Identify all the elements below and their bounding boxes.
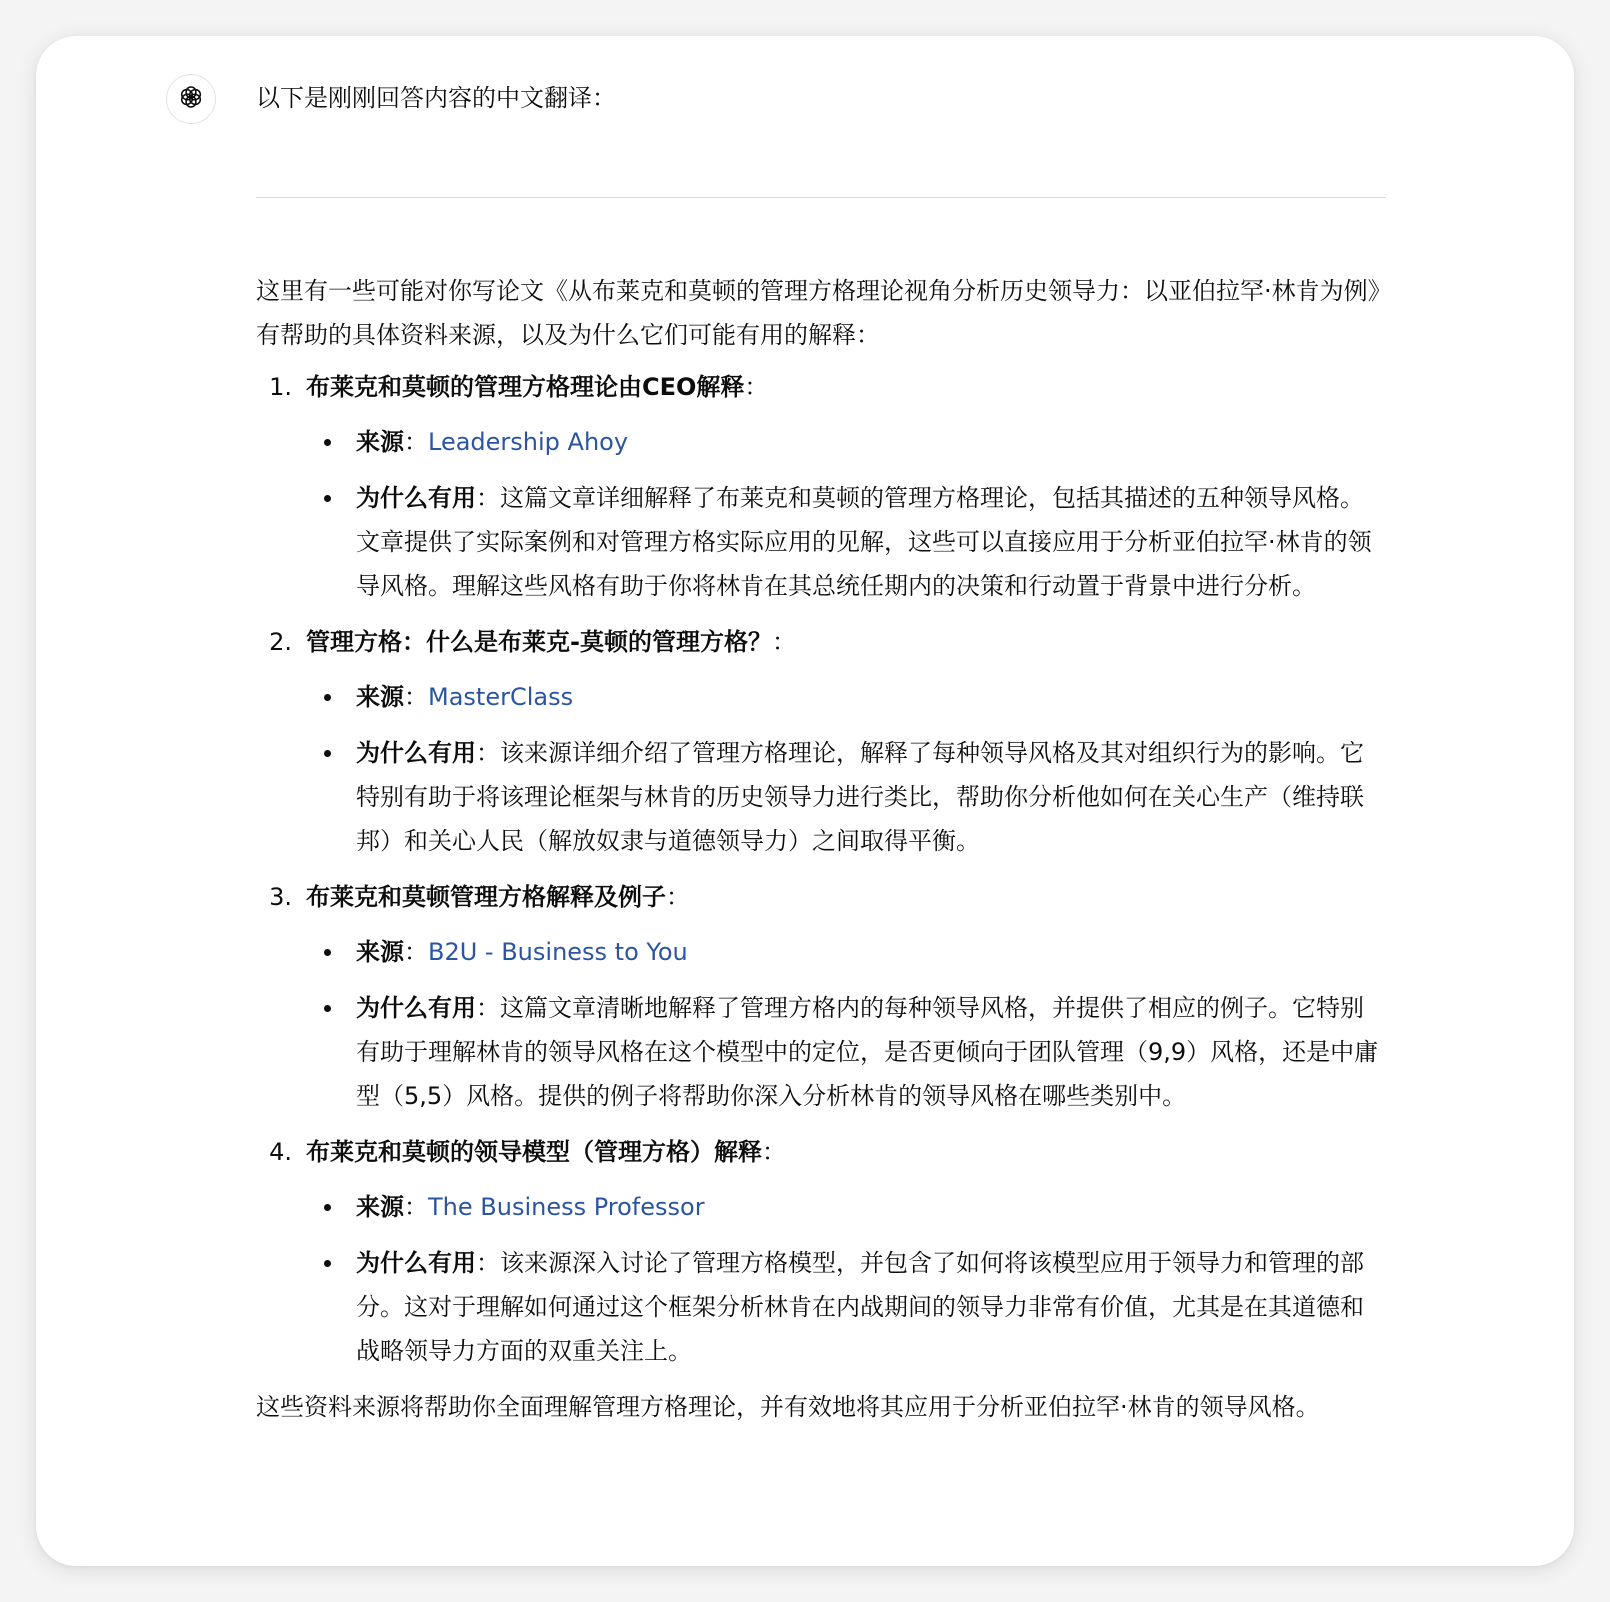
intro-text: 以下是刚刚回答内容的中文翻译：	[256, 84, 616, 112]
colon: ：	[404, 1193, 428, 1221]
assistant-avatar	[166, 74, 216, 124]
openai-logo-icon	[176, 82, 206, 116]
section-number: 4.	[269, 1138, 292, 1166]
why-text: 该来源深入讨论了管理方格模型，并包含了如何将该模型应用于领导力和管理的部分。这对于理解如何通过这个框架分析林肯在内战期间的领导力非常有价值，尤其是在其道德和战略领导力方面的双重关注上。	[356, 1249, 1364, 1365]
list-item	[256, 620, 1386, 863]
sources-list	[256, 365, 1386, 1373]
colon: ：	[762, 1138, 786, 1166]
section-number: 1.	[269, 373, 292, 401]
colon: ：	[404, 683, 428, 711]
source-item	[256, 675, 1386, 719]
colon: ：	[476, 739, 500, 767]
colon: ：	[744, 373, 769, 401]
colon: ：	[771, 628, 796, 656]
section-number: 3.	[269, 883, 292, 911]
source-label: 来源	[356, 938, 404, 966]
colon: ：	[404, 428, 428, 456]
source-link[interactable]: MasterClass	[428, 683, 574, 711]
source-label: 来源	[356, 683, 404, 711]
why-label: 为什么有用	[356, 739, 476, 767]
why-label: 为什么有用	[356, 484, 476, 512]
section-number: 2.	[269, 628, 292, 656]
source-item	[256, 420, 1386, 464]
why-item	[256, 1241, 1386, 1373]
why-item	[256, 476, 1386, 608]
list-item	[256, 365, 1386, 608]
why-item	[256, 986, 1386, 1118]
why-text: 这篇文章详细解释了布莱克和莫顿的管理方格理论，包括其描述的五种领导风格。文章提供了实际案例和对管理方格实际应用的见解，这些可以直接应用于分析亚伯拉罕·林肯的领导风格。理解这些风格有助于你将林肯在其总统任期内的决策和行动置于背景中进行分析。	[356, 484, 1372, 600]
message-card	[36, 36, 1574, 1566]
source-link[interactable]: B2U - Business to You	[428, 938, 688, 966]
colon: ：	[476, 1249, 500, 1277]
source-label: 来源	[356, 428, 404, 456]
source-item	[256, 1185, 1386, 1229]
why-label: 为什么有用	[356, 994, 476, 1022]
divider	[256, 197, 1386, 198]
list-item	[256, 1130, 1386, 1373]
why-text: 这篇文章清晰地解释了管理方格内的每种领导风格，并提供了相应的例子。它特别有助于理解林肯的领导风格在这个模型中的定位，是否更倾向于团队管理（9,9）风格，还是中庸型（5,5）风格。提供的例子将帮助你深入分析林肯的领导风格在哪些类别中。	[356, 994, 1379, 1110]
lead-paragraph: 这里有一些可能对你写论文《从布莱克和莫顿的管理方格理论视角分析历史领导力：以亚伯拉罕·林肯为例》有帮助的具体资料来源，以及为什么它们可能有用的解释：	[256, 277, 1380, 349]
colon: ：	[404, 938, 428, 966]
list-item	[256, 875, 1386, 1118]
source-link[interactable]: Leadership Ahoy	[428, 428, 629, 456]
section-title: 布莱克和莫顿的领导模型（管理方格）解释	[306, 1138, 762, 1166]
why-item	[256, 731, 1386, 863]
section-title: 管理方格：什么是布莱克-莫顿的管理方格？	[306, 628, 772, 656]
source-item	[256, 930, 1386, 974]
why-text: 该来源详细介绍了管理方格理论，解释了每种领导风格及其对组织行为的影响。它特别有助于将该理论框架与林肯的历史领导力进行类比，帮助你分析他如何在关心生产（维持联邦）和关心人民（解放奴隶与道德领导力）之间取得平衡。	[356, 739, 1364, 855]
section-title: 布莱克和莫顿的管理方格理论由CEO解释	[306, 373, 745, 401]
source-label: 来源	[356, 1193, 404, 1221]
message-content	[256, 76, 1386, 1429]
colon: ：	[666, 883, 690, 911]
why-label: 为什么有用	[356, 1249, 476, 1277]
section-title: 布莱克和莫顿管理方格解释及例子	[306, 883, 666, 911]
source-link[interactable]: The Business Professor	[428, 1193, 705, 1221]
closing-paragraph: 这些资料来源将帮助你全面理解管理方格理论，并有效地将其应用于分析亚伯拉罕·林肯的领导风格。	[256, 1393, 1320, 1421]
colon: ：	[476, 994, 500, 1022]
colon: ：	[476, 484, 500, 512]
